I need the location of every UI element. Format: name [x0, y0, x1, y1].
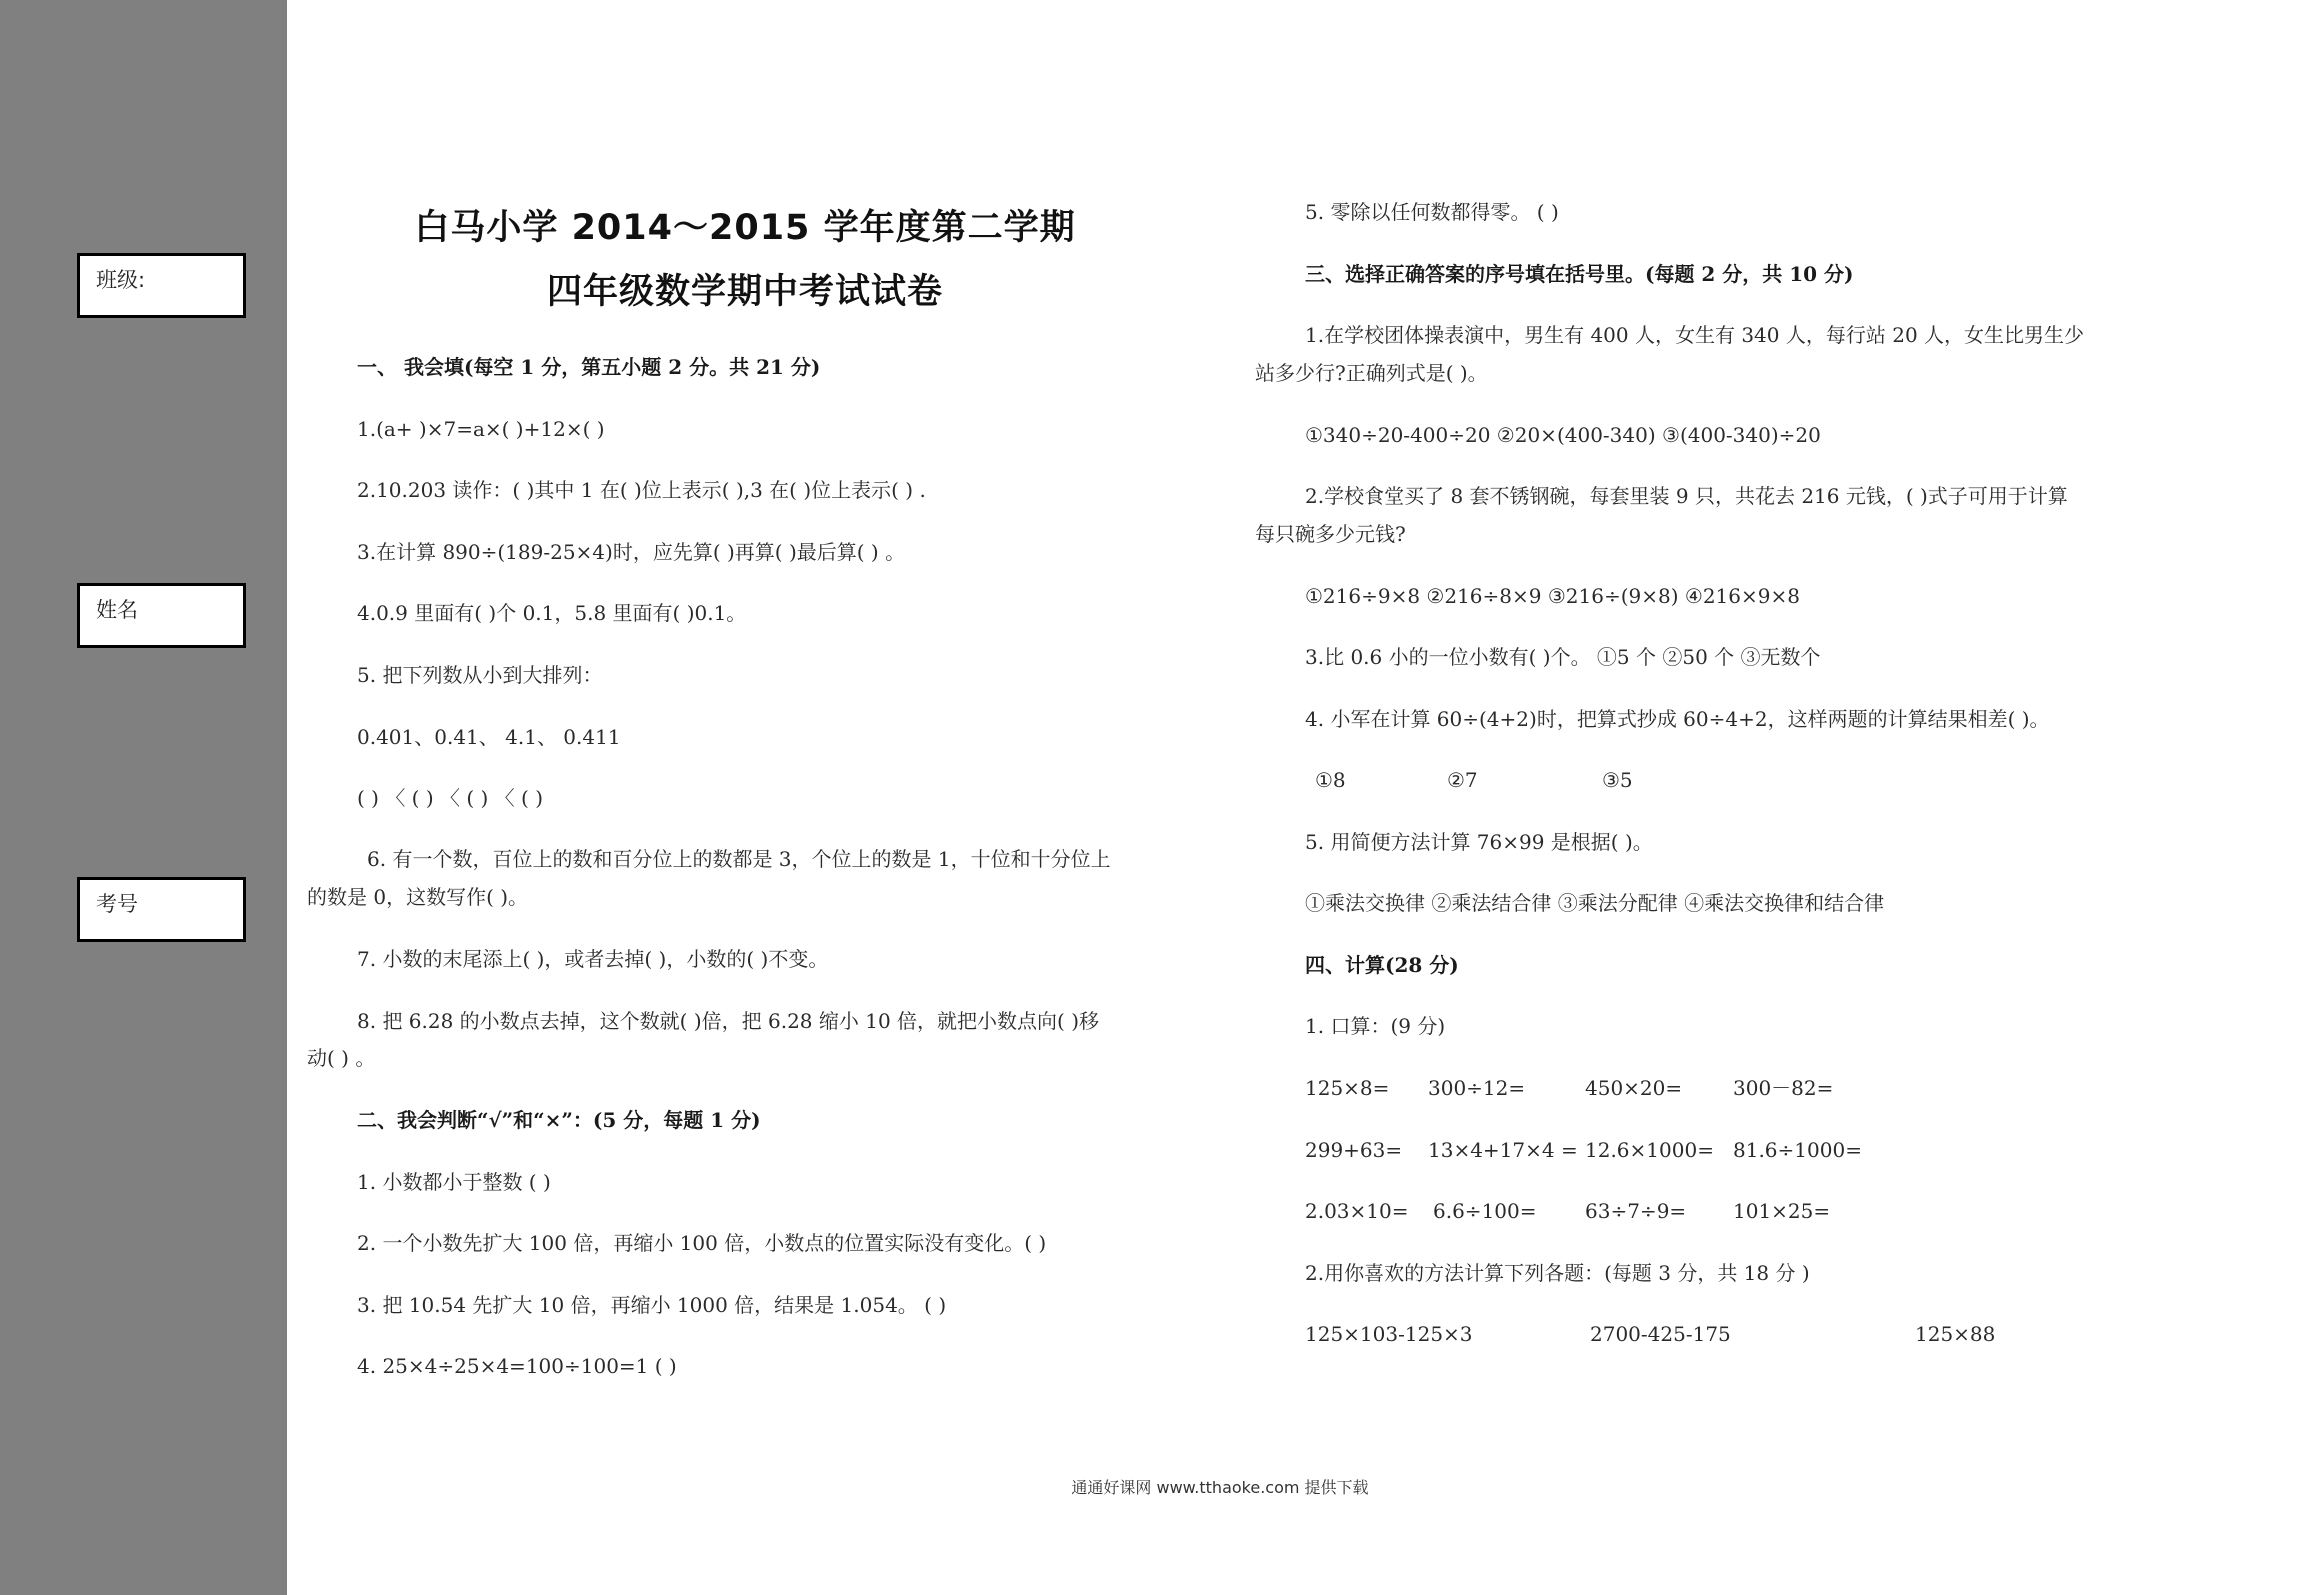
- question-8-line2: 动( ) 。: [307, 1046, 376, 1070]
- choice-2-options: ①216÷9×8 ②216÷8×9 ③216÷(9×8) ④216×9×8: [1305, 584, 1800, 608]
- section4-heading: 四、计算(28 分): [1305, 953, 1459, 977]
- binding-sidebar: [0, 0, 287, 1595]
- oral-calc-item: 81.6÷1000=: [1733, 1138, 1862, 1162]
- section2-heading: 二、我会判断“√”和“×”：(5 分，每题 1 分): [357, 1108, 761, 1132]
- choice-4: 4. 小军在计算 60÷(4+2)时，把算式抄成 60÷4+2，这样两题的计算结果相差( )。: [1305, 707, 2050, 731]
- choice-4-option-1: ①8: [1315, 768, 1346, 792]
- name-label: 姓名: [96, 598, 138, 622]
- question-1: 1.(a+ )×7=a×( )+12×( ): [357, 417, 605, 441]
- judge-2: 2. 一个小数先扩大 100 倍，再缩小 100 倍，小数点的位置实际没有变化。( ): [357, 1231, 1047, 1255]
- question-4: 4.0.9 里面有( )个 0.1，5.8 里面有( )0.1。: [357, 601, 747, 625]
- oral-calc-item: 101×25=: [1733, 1199, 1831, 1223]
- question-5-numbers: 0.401、0.41、 4.1、 0.411: [357, 725, 621, 749]
- choice-4-option-2: ②7: [1447, 768, 1478, 792]
- oral-calc-item: 450×20=: [1585, 1076, 1683, 1100]
- choice-1-options: ①340÷20-400÷20 ②20×(400-340) ③(400-340)÷20: [1305, 423, 1821, 447]
- written-calc-item: 125×88: [1915, 1322, 1996, 1346]
- question-6-line1: 6. 有一个数，百位上的数和百分位上的数都是 3，个位上的数是 1，十位和十分位上: [367, 847, 1111, 871]
- exam-number-field-box[interactable]: [77, 877, 246, 942]
- choice-3: 3.比 0.6 小的一位小数有( )个。 ①5 个 ②50 个 ③无数个: [1305, 645, 1821, 669]
- name-field-box[interactable]: [77, 583, 246, 648]
- oral-calc-heading: 1. 口算：(9 分): [1305, 1014, 1446, 1038]
- choice-2-line2: 每只碗多少元钱?: [1255, 522, 1406, 546]
- oral-calc-item: 299+63=: [1305, 1138, 1403, 1162]
- class-label: 班级:: [96, 268, 146, 292]
- oral-calc-item: 12.6×1000=: [1585, 1138, 1714, 1162]
- choice-5: 5. 用简便方法计算 76×99 是根据( )。: [1305, 830, 1653, 854]
- class-field-box[interactable]: [77, 253, 246, 318]
- oral-calc-item: 300÷12=: [1428, 1076, 1526, 1100]
- exam-title-line2: 四年级数学期中考试试卷: [546, 272, 943, 312]
- written-calc-item: 125×103-125×3: [1305, 1322, 1473, 1346]
- judge-5: 5. 零除以任何数都得零。 ( ): [1305, 200, 1559, 224]
- oral-calc-item: 125×8=: [1305, 1076, 1390, 1100]
- question-5-blanks: ( ) 〈 ( ) 〈 ( ) 〈 ( ): [357, 786, 543, 810]
- exam-title-line1: 白马小学 2014～2015 学年度第二学期: [414, 208, 1076, 248]
- exam-number-label: 考号: [96, 892, 138, 916]
- question-5: 5. 把下列数从小到大排列：: [357, 663, 603, 687]
- oral-calc-item: 63÷7÷9=: [1585, 1199, 1687, 1223]
- section3-heading: 三、选择正确答案的序号填在括号里。(每题 2 分，共 10 分): [1305, 262, 1854, 286]
- question-7: 7. 小数的末尾添上( )，或者去掉( )，小数的( )不变。: [357, 947, 829, 971]
- question-8-line1: 8. 把 6.28 的小数点去掉，这个数就( )倍，把 6.28 缩小 10 倍，就把小数点向( )移: [357, 1009, 1100, 1033]
- oral-calc-item: 6.6÷100=: [1433, 1199, 1537, 1223]
- choice-1-line2: 站多少行?正确列式是( )。: [1255, 361, 1488, 385]
- judge-3: 3. 把 10.54 先扩大 10 倍，再缩小 1000 倍，结果是 1.054。 ( ): [357, 1293, 947, 1317]
- choice-5-options: ①乘法交换律 ②乘法结合律 ③乘法分配律 ④乘法交换律和结合律: [1305, 891, 1885, 915]
- section1-heading: 一、 我会填(每空 1 分，第五小题 2 分。共 21 分): [357, 355, 821, 379]
- judge-4: 4. 25×4÷25×4=100÷100=1 ( ): [357, 1354, 677, 1378]
- written-calc-heading: 2.用你喜欢的方法计算下列各题：(每题 3 分，共 18 分 ): [1305, 1261, 1810, 1285]
- question-3: 3.在计算 890÷(189-25×4)时，应先算( )再算( )最后算( ) 。: [357, 540, 906, 564]
- question-2: 2.10.203 读作：( )其中 1 在( )位上表示( ),3 在( )位上表示( ) .: [357, 478, 926, 502]
- judge-1: 1. 小数都小于整数 ( ): [357, 1170, 551, 1194]
- oral-calc-item: 300－82=: [1733, 1076, 1834, 1100]
- oral-calc-item: 2.03×10=: [1305, 1199, 1409, 1223]
- choice-4-option-3: ③5: [1602, 768, 1633, 792]
- written-calc-item: 2700-425-175: [1590, 1322, 1731, 1346]
- choice-1-line1: 1.在学校团体操表演中，男生有 400 人，女生有 340 人，每行站 20 人，女生比男生少: [1305, 323, 2085, 347]
- download-footer: 通通好课网 www.tthaoke.com 提供下载: [1071, 1478, 1369, 1497]
- oral-calc-item: 13×4+17×4 =: [1428, 1138, 1578, 1162]
- question-6-line2: 的数是 0，这数写作( )。: [307, 885, 529, 909]
- choice-2-line1: 2.学校食堂买了 8 套不锈钢碗，每套里装 9 只，共花去 216 元钱，( )式子可用于计算: [1305, 484, 2068, 508]
